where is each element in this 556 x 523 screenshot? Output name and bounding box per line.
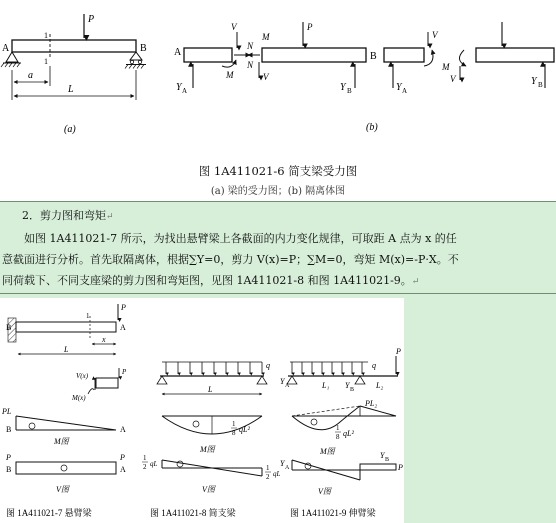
svg-text:qL²: qL² [343, 429, 354, 438]
cantilever-diagram [1, 303, 127, 518]
svg-text:Y: Y [380, 451, 385, 460]
svg-text:M图: M图 [54, 437, 69, 446]
svg-text:P: P [121, 303, 126, 312]
svg-text:2: 2 [266, 473, 270, 481]
svg-text:1: 1 [336, 424, 340, 432]
section-label-1: 1 [44, 31, 48, 40]
dimension-label-l: L [68, 84, 74, 95]
paragraph-line-3: 同荷载下、不同支座梁的剪力图和弯矩图，见图 1A411021-8 和图 1A411021-9。 [2, 274, 412, 287]
svg-text:N: N [247, 41, 254, 51]
free-body-diagram-b [174, 22, 554, 133]
svg-text:1: 1 [143, 454, 147, 462]
svg-text:A: A [174, 47, 182, 58]
overhanging-beam-diagram [280, 347, 403, 518]
svg-text:V图: V图 [318, 487, 331, 496]
section-heading: 2．剪力图和弯矩 [22, 209, 106, 222]
svg-text:M: M [262, 32, 270, 42]
text-panel [0, 201, 556, 294]
svg-text:2: 2 [143, 463, 147, 471]
svg-text:P: P [307, 22, 313, 32]
paragraph-mark: ↵ [106, 212, 114, 222]
svg-text:PL₂: PL₂ [365, 399, 378, 408]
svg-text:B: B [538, 81, 543, 89]
svg-text:Y: Y [340, 82, 346, 93]
load-label-p: P [88, 14, 95, 25]
svg-text:M图: M图 [200, 445, 215, 454]
support-label-a: A [2, 43, 10, 54]
svg-text:V: V [231, 22, 237, 32]
svg-text:V: V [263, 72, 269, 82]
svg-text:N: N [247, 60, 254, 70]
svg-text:M: M [226, 70, 234, 80]
svg-text:Y: Y [345, 381, 350, 390]
svg-text:Y: Y [280, 377, 285, 386]
svg-text:A: A [120, 425, 126, 434]
svg-text:B: B [6, 323, 12, 332]
svg-text:P: P [6, 453, 11, 462]
svg-text:L₂: L₂ [376, 381, 384, 390]
svg-text:Y: Y [396, 82, 402, 93]
svg-text:8: 8 [336, 433, 340, 441]
svg-text:V(x): V(x) [76, 372, 89, 380]
svg-text:L: L [64, 345, 69, 354]
svg-text:A: A [120, 465, 126, 474]
svg-text:M(x): M(x) [72, 394, 86, 402]
svg-text:q: q [372, 361, 376, 370]
svg-text:qL: qL [273, 470, 281, 478]
svg-text:B: B [6, 465, 12, 474]
caption-fig7: 图 1A411021-7 悬臂梁 [6, 508, 92, 518]
svg-text:A: A [285, 465, 290, 471]
svg-text:qL²: qL² [239, 425, 250, 434]
svg-text:qL: qL [150, 460, 158, 468]
svg-text:P: P [122, 368, 127, 376]
svg-text:B: B [385, 457, 390, 463]
svg-text:B: B [347, 87, 352, 95]
svg-text:1: 1 [266, 464, 270, 472]
svg-text:P: P [398, 463, 403, 472]
svg-text:L₁: L₁ [322, 381, 330, 390]
paragraph-line-1: 如图 1A411021-7 所示，为找出悬臂梁上各截面的内力变化规律，可取距 A 点为 x 的任 [24, 232, 457, 245]
svg-text:B: B [370, 51, 377, 62]
svg-text:V: V [432, 30, 438, 40]
svg-text:A: A [285, 383, 290, 389]
svg-text:A: A [182, 87, 188, 95]
svg-text:B: B [350, 387, 355, 393]
paragraph-mark: ↵ [411, 277, 420, 287]
svg-text:M图: M图 [320, 447, 335, 456]
figure-subcaption: (a) 梁的受力图；(b) 隔离体图 [210, 186, 346, 197]
svg-text:PL: PL [2, 407, 12, 416]
svg-text:V: V [450, 74, 456, 84]
section-label-1-lower: 1 [44, 57, 48, 66]
paragraph-line-2: 意截面进行分析。首先取隔离体，根据∑Y=0，剪力 V(x)=P；∑M=0，弯矩 M(x)=-P·X。不 [2, 253, 459, 266]
svg-text:Y: Y [176, 82, 182, 93]
svg-text:B: B [6, 425, 12, 434]
support-label-b: B [140, 43, 147, 54]
svg-text:L: L [208, 385, 213, 394]
part-label-a: (a) [64, 124, 76, 135]
svg-text:Y: Y [280, 459, 285, 468]
svg-text:A: A [402, 87, 408, 95]
svg-text:A: A [120, 323, 126, 332]
simply-supported-diagram [142, 361, 281, 518]
svg-text:P: P [120, 453, 125, 462]
svg-text:1: 1 [86, 312, 90, 320]
part-label-b: (b) [366, 122, 378, 133]
caption-fig8: 图 1A411021-8 简支梁 [150, 508, 236, 518]
svg-text:1: 1 [232, 420, 236, 428]
beam-diagram-a [1, 14, 147, 135]
svg-text:x: x [102, 335, 106, 344]
svg-text:V图: V图 [202, 485, 215, 494]
dimension-label-a: a [28, 70, 33, 81]
svg-text:M: M [442, 62, 450, 72]
svg-text:q: q [266, 361, 270, 370]
svg-text:V图: V图 [56, 485, 69, 494]
figure-caption: 图 1A411021-6 简支梁受力图 [198, 164, 358, 178]
svg-text:8: 8 [232, 429, 236, 437]
figure-group-1a411021-7-8-9 [0, 298, 404, 523]
svg-text:Y: Y [531, 76, 537, 87]
svg-text:P: P [396, 347, 401, 356]
caption-fig9: 图 1A411021-9 伸臂梁 [290, 508, 376, 518]
